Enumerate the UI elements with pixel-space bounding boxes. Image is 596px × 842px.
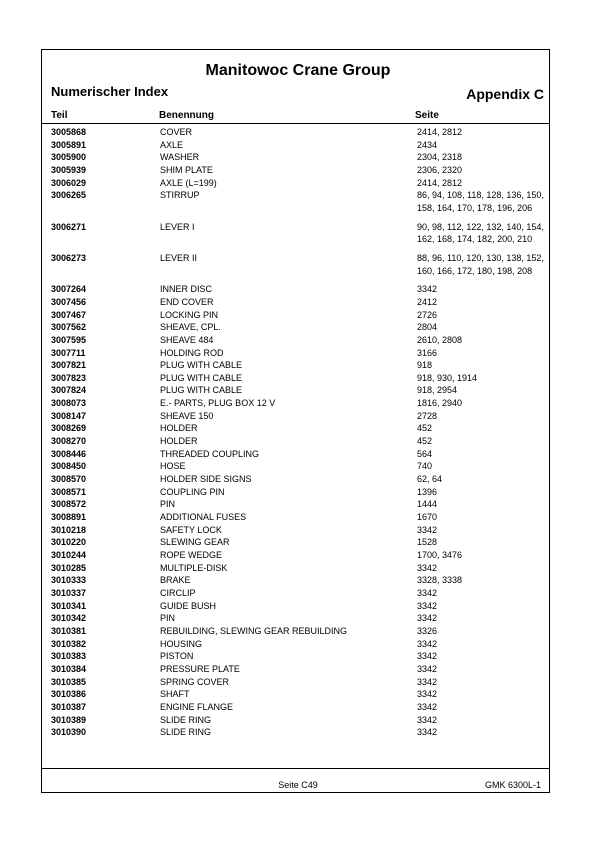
part-number: 3008891 <box>51 512 87 523</box>
table-row <box>0 524 596 537</box>
part-name: CIRCLIP <box>160 587 196 598</box>
page-references: 918 <box>417 360 433 371</box>
page-references: 3342 <box>417 638 438 649</box>
part-name: LOCKING PIN <box>160 309 219 320</box>
part-number: 3008073 <box>51 398 87 409</box>
page-references: 3342 <box>417 284 438 295</box>
part-number: 3010285 <box>51 562 87 573</box>
page-references: 3342 <box>417 600 438 611</box>
page-references: 1528 <box>417 537 438 548</box>
part-name: REBUILDING, SLEWING GEAR REBUILDING <box>160 625 348 636</box>
table-row <box>0 536 596 549</box>
index-title: Numerischer Index <box>51 84 169 99</box>
page-references: 3342 <box>417 689 438 700</box>
part-name: PLUG WITH CABLE <box>160 372 243 383</box>
part-name: HOUSING <box>160 638 203 649</box>
part-number: 3008269 <box>51 423 87 434</box>
part-number: 3007711 <box>51 347 86 358</box>
part-number: 3006265 <box>51 190 87 201</box>
part-name: SHEAVE, CPL. <box>160 322 221 333</box>
part-name: END COVER <box>160 296 214 307</box>
part-name: HOLDER <box>160 436 198 447</box>
part-number: 3005868 <box>51 127 87 137</box>
table-row <box>0 473 596 486</box>
page-references: 62, 64 <box>417 474 443 485</box>
page-references: 2434 <box>417 139 438 150</box>
table-row <box>0 600 596 613</box>
page-references: 3328, 3338 <box>417 575 463 586</box>
page-references: 452 <box>417 436 433 447</box>
part-number: 3007823 <box>51 372 87 383</box>
part-number: 3008571 <box>51 486 87 497</box>
part-name: SLIDE RING <box>160 714 212 725</box>
part-name: STIRRUP <box>160 190 200 201</box>
part-name: BRAKE <box>160 575 191 586</box>
appendix-label: Appendix C <box>466 86 544 102</box>
table-row <box>0 435 596 448</box>
company-title: Manitowoc Crane Group <box>205 62 391 79</box>
part-name: ENGINE FLANGE <box>160 701 234 712</box>
page-references: 918, 2954 <box>417 385 458 396</box>
page-references: 1444 <box>417 499 438 510</box>
column-header-name: Benennung <box>159 110 214 121</box>
table-row <box>0 189 596 214</box>
table-row <box>0 625 596 638</box>
part-name: AXLE (L=199) <box>160 177 217 188</box>
table-row <box>0 562 596 575</box>
table-row <box>0 650 596 663</box>
table-row <box>0 676 596 689</box>
part-number: 3005891 <box>51 139 87 150</box>
part-name: COVER <box>160 127 193 137</box>
part-number: 3005900 <box>51 152 87 163</box>
table-row <box>0 139 596 152</box>
table-row <box>0 177 596 190</box>
part-number: 3006273 <box>51 252 87 263</box>
page-references: 3342 <box>417 701 438 712</box>
part-number: 3010383 <box>51 651 87 662</box>
part-number: 3010337 <box>51 587 87 598</box>
page-references: 2306, 2320 <box>417 164 463 175</box>
part-number: 3010333 <box>51 575 87 586</box>
part-number: 3007824 <box>51 385 87 396</box>
page-references: 90, 98, 112, 122, 132, 140, 154, 162, 168, 174, 182, 200, 210 <box>417 221 544 245</box>
part-name: PRESSURE PLATE <box>160 663 240 674</box>
page-references: 2414, 2812 <box>417 177 463 188</box>
part-number: 3008270 <box>51 436 87 447</box>
page-references: 2304, 2318 <box>417 152 463 163</box>
part-name: THREADED COUPLING <box>160 448 260 459</box>
part-number: 3007264 <box>51 284 87 295</box>
page-references: 3326 <box>417 625 438 636</box>
part-number: 3008446 <box>51 448 87 459</box>
page-references: 3342 <box>417 613 438 624</box>
footer-divider <box>41 768 550 769</box>
table-row <box>0 283 596 296</box>
part-number: 3010385 <box>51 676 87 687</box>
table-row <box>0 498 596 511</box>
table-row <box>0 309 596 322</box>
page-references: 86, 94, 108, 118, 128, 136, 150, 158, 164, 170, 178, 196, 206 <box>417 190 544 213</box>
parts-index-table <box>0 126 596 739</box>
part-name: SLEWING GEAR <box>160 537 230 548</box>
part-number: 3008572 <box>51 499 87 510</box>
page-references: 3342 <box>417 587 438 598</box>
part-number: 3006271 <box>51 221 87 232</box>
part-number: 3007562 <box>51 322 87 333</box>
part-name: AXLE <box>160 139 184 150</box>
column-header-part: Teil <box>51 110 68 121</box>
part-number: 3010244 <box>51 550 87 560</box>
table-row <box>0 164 596 177</box>
part-number: 3010389 <box>51 714 87 725</box>
page-references: 2728 <box>417 410 438 421</box>
page-references: 1396 <box>417 486 438 497</box>
page-references: 740 <box>417 461 433 472</box>
model-label: GMK 6300L-1 <box>484 780 541 790</box>
table-row <box>0 460 596 473</box>
part-number: 3010342 <box>51 613 87 624</box>
page-number: Seite C49 <box>278 780 318 790</box>
part-number: 3006029 <box>51 177 87 188</box>
part-name: PLUG WITH CABLE <box>160 360 243 371</box>
page-references: 3166 <box>417 347 438 358</box>
page-references: 918, 930, 1914 <box>417 372 478 383</box>
part-name: PISTON <box>160 651 194 662</box>
table-row <box>0 422 596 435</box>
part-name: PLUG WITH CABLE <box>160 385 243 396</box>
table-row <box>0 334 596 347</box>
table-row <box>0 701 596 714</box>
part-name: E.- PARTS, PLUG BOX 12 V <box>160 398 276 409</box>
part-number: 3010390 <box>51 727 87 738</box>
header-divider <box>41 123 550 124</box>
part-number: 3010220 <box>51 537 87 548</box>
page-references: 3342 <box>417 663 438 674</box>
part-name: INNER DISC <box>160 284 213 295</box>
page-references: 1700, 3476 <box>417 550 463 560</box>
part-name: SAFETY LOCK <box>160 524 222 535</box>
table-row <box>0 410 596 423</box>
part-name: HOLDER SIDE SIGNS <box>160 474 252 485</box>
part-name: HOLDING ROD <box>160 347 224 358</box>
table-row <box>0 587 596 600</box>
part-number: 3005939 <box>51 164 87 175</box>
part-number: 3007595 <box>51 334 87 345</box>
table-row <box>0 549 596 562</box>
part-name: PIN <box>160 613 176 624</box>
column-header-page: Seite <box>415 110 439 121</box>
table-row <box>0 486 596 499</box>
part-name: PIN <box>160 499 176 510</box>
table-row <box>0 726 596 739</box>
part-name: LEVER I <box>160 221 195 232</box>
part-name: WASHER <box>160 152 200 163</box>
page-references: 3342 <box>417 714 438 725</box>
part-name: SHIM PLATE <box>160 164 213 175</box>
part-number: 3010341 <box>51 600 87 611</box>
table-row <box>0 372 596 385</box>
table-row <box>0 321 596 334</box>
part-number: 3010384 <box>51 663 87 674</box>
part-name: LEVER II <box>160 252 198 263</box>
page-references: 2412 <box>417 296 438 307</box>
part-name: SLIDE RING <box>160 727 212 738</box>
table-row <box>0 612 596 625</box>
table-row <box>0 663 596 676</box>
page-references: 2610, 2808 <box>417 334 463 345</box>
part-name: SHEAVE 150 <box>160 410 214 421</box>
part-number: 3010218 <box>51 524 87 535</box>
table-row <box>0 296 596 309</box>
page-references: 3342 <box>417 562 438 573</box>
part-number: 3010386 <box>51 689 87 700</box>
table-row <box>0 252 596 277</box>
page-references: 2726 <box>417 309 438 320</box>
page-references: 2804 <box>417 322 438 333</box>
table-row <box>0 359 596 372</box>
page-references: 564 <box>417 448 433 459</box>
part-number: 3007456 <box>51 296 87 307</box>
table-row <box>0 638 596 651</box>
part-name: ADDITIONAL FUSES <box>160 512 247 523</box>
part-number: 3007821 <box>51 360 87 371</box>
table-row <box>0 397 596 410</box>
part-name: COUPLING PIN <box>160 486 225 497</box>
page-references: 1670 <box>417 512 438 523</box>
table-row <box>0 126 596 139</box>
part-number: 3010387 <box>51 701 87 712</box>
part-name: GUIDE BUSH <box>160 600 217 611</box>
table-row <box>0 574 596 587</box>
part-name: SHEAVE 484 <box>160 334 214 345</box>
page-references: 452 <box>417 423 433 434</box>
part-number: 3007467 <box>51 309 87 320</box>
table-row <box>0 688 596 701</box>
part-name: HOLDER <box>160 423 198 434</box>
part-name: ROPE WEDGE <box>160 550 223 560</box>
page-references: 3342 <box>417 676 438 687</box>
page-references: 1816, 2940 <box>417 398 463 409</box>
part-number: 3008570 <box>51 474 87 485</box>
part-name: SHAFT <box>160 689 190 700</box>
table-row <box>0 151 596 164</box>
page-references: 3342 <box>417 651 438 662</box>
page-references: 2414, 2812 <box>417 127 463 137</box>
part-name: MULTIPLE-DISK <box>160 562 228 573</box>
part-name: SPRING COVER <box>160 676 230 687</box>
table-row <box>0 511 596 524</box>
table-row <box>0 347 596 360</box>
part-name: HOSE <box>160 461 186 472</box>
page-references: 3342 <box>417 727 438 738</box>
table-row <box>0 384 596 397</box>
table-row <box>0 714 596 727</box>
part-number: 3010381 <box>51 625 87 636</box>
part-number: 3008450 <box>51 461 87 472</box>
part-number: 3010382 <box>51 638 87 649</box>
page-references: 3342 <box>417 524 438 535</box>
table-row <box>0 221 596 246</box>
page-references: 88, 96, 110, 120, 130, 138, 152, 160, 166, 172, 180, 198, 208 <box>417 252 544 276</box>
table-row <box>0 448 596 461</box>
part-number: 3008147 <box>51 410 87 421</box>
